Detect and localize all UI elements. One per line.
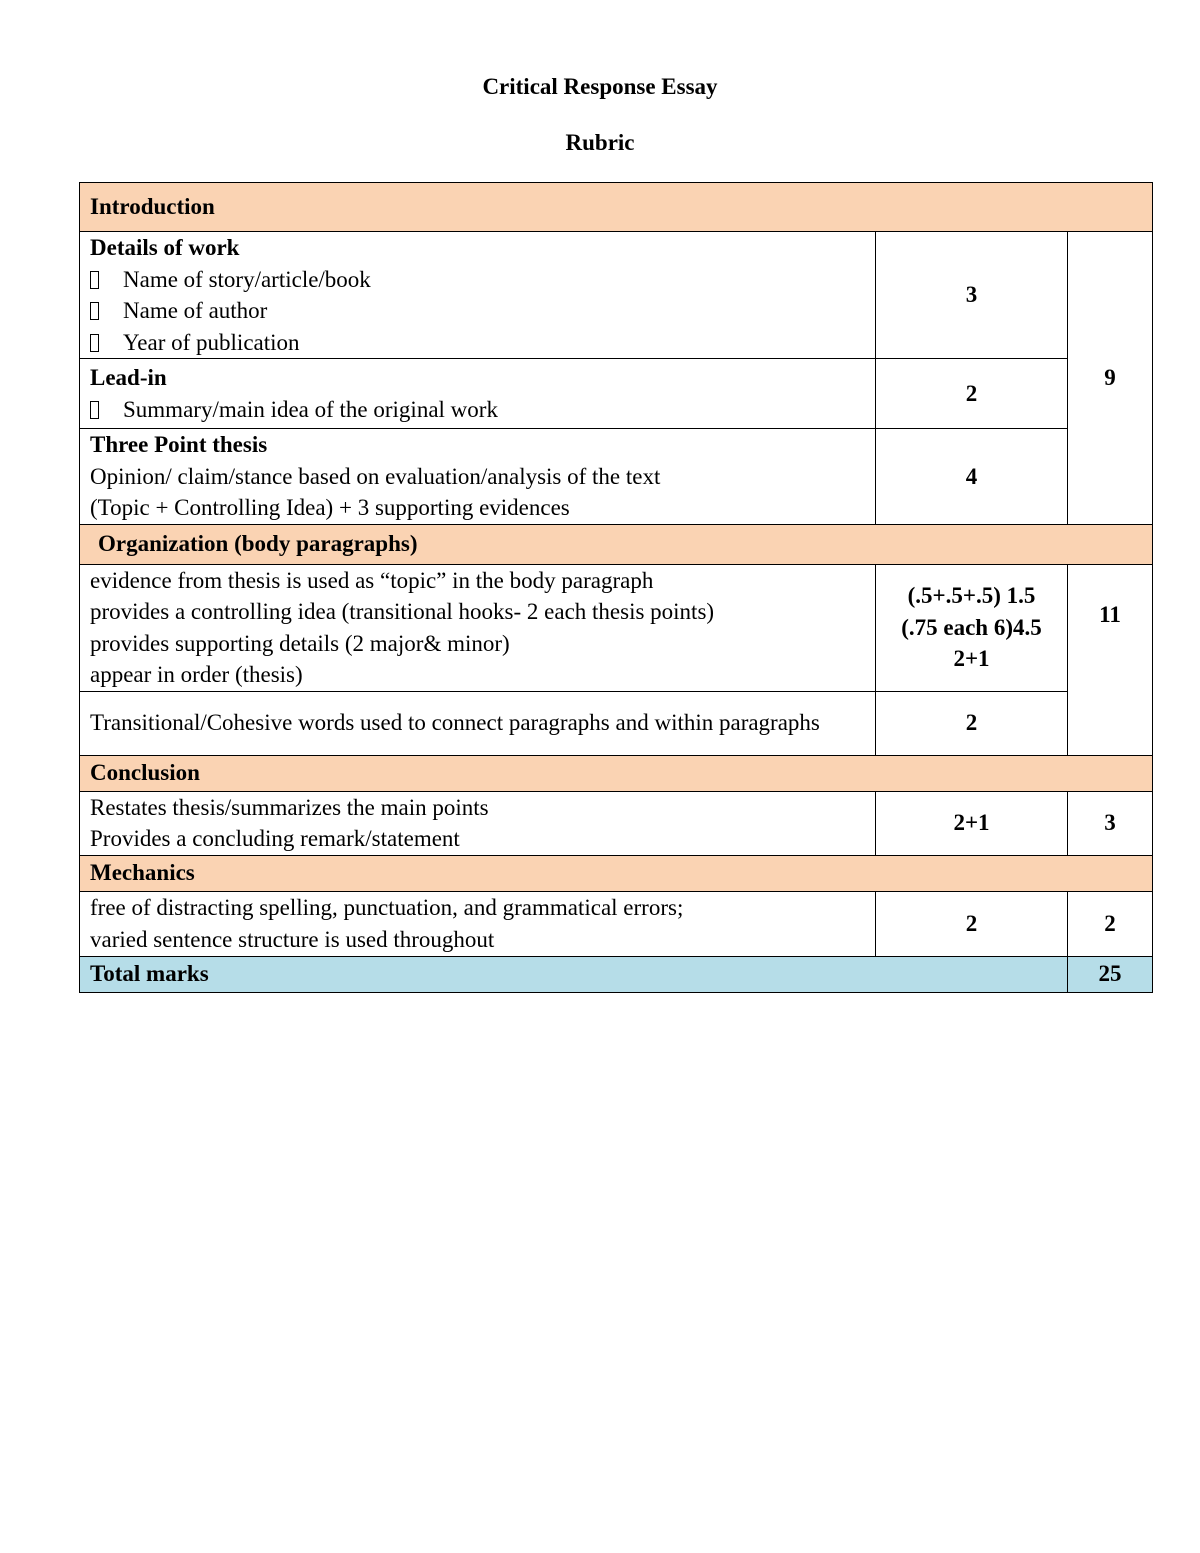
total-marks-label: Total marks [80, 956, 1068, 992]
criterion-details-of-work [80, 232, 1153, 359]
criterion-mechanics [80, 891, 1153, 956]
criterion-title: Lead-in [90, 365, 167, 390]
total-marks-row [80, 956, 1153, 992]
criterion-three-point-thesis [80, 429, 1153, 525]
section-header-organization [80, 524, 1153, 564]
criterion-description: Transitional/Cohesive words used to connect paragraphs and within paragraphs [80, 691, 876, 755]
section-total: 9 [1068, 232, 1153, 525]
criterion-mark: 2 [876, 359, 1068, 429]
mark-line: 2+1 [953, 646, 990, 672]
criterion-mark: 2 [876, 891, 1068, 956]
total-marks-value: 25 [1068, 956, 1153, 992]
criterion-line: provides supporting details (2 major& minor) [90, 630, 510, 656]
criterion-body-paragraphs [80, 564, 1153, 691]
criterion-description [80, 891, 876, 956]
missing-glyph-icon [90, 302, 99, 320]
criterion-line: varied sentence structure is used throughout [90, 926, 495, 952]
criterion-conclusion [80, 791, 1153, 855]
mark-line: (.75 each 6)4.5 [901, 614, 1042, 640]
mark-line: (.5+.5+.5) 1.5 [907, 583, 1036, 609]
criterion-description [80, 791, 876, 855]
criterion-line: Restates thesis/summarizes the main points [90, 794, 489, 820]
section-heading: Conclusion [80, 755, 1153, 791]
section-heading: Mechanics [80, 855, 1153, 891]
criterion-line: (Topic + Controlling Idea) + 3 supporting evidences [90, 495, 570, 520]
section-total: 3 [1068, 791, 1153, 855]
list-item: Name of story/article/book [90, 264, 865, 296]
criterion-line: free of distracting spelling, punctuation, and grammatical errors; [90, 895, 684, 920]
criterion-mark: 2+1 [876, 791, 1068, 855]
section-header-conclusion [80, 755, 1153, 791]
criterion-transitions [80, 691, 1153, 755]
criterion-title: Three Point thesis [90, 432, 268, 457]
document-title: Critical Response Essay [482, 74, 718, 99]
criterion-mark: 3 [876, 232, 1068, 359]
criterion-line: appear in order (thesis) [90, 662, 303, 687]
criterion-title: Details of work [90, 235, 240, 260]
document-subtitle: Rubric [565, 130, 635, 155]
rubric-table [79, 182, 1153, 993]
list-item: Summary/main idea of the original work [90, 394, 865, 426]
section-total: 2 [1068, 891, 1153, 956]
criterion-line: Provides a concluding remark/statement [90, 826, 460, 851]
criterion-mark: 2 [876, 691, 1068, 755]
criterion-lead-in [80, 359, 1153, 429]
criterion-description [80, 429, 876, 525]
missing-glyph-icon [90, 271, 99, 289]
section-header-introduction [80, 183, 1153, 232]
criterion-mark [876, 564, 1068, 691]
list-item: Name of author [90, 295, 865, 327]
criterion-line: Opinion/ claim/stance based on evaluation/analysis of the text [90, 463, 661, 489]
section-heading: Organization (body paragraphs) [80, 524, 1153, 564]
missing-glyph-icon [90, 334, 99, 352]
list-item: Year of publication [90, 327, 865, 359]
section-heading: Introduction [80, 183, 1153, 232]
criterion-mark: 4 [876, 429, 1068, 525]
missing-glyph-icon [90, 401, 99, 419]
criterion-description [80, 232, 876, 359]
criterion-description [80, 564, 876, 691]
criterion-line: provides a controlling idea (transitional hooks- 2 each thesis points) [90, 599, 715, 624]
section-header-mechanics [80, 855, 1153, 891]
criterion-description [80, 359, 876, 429]
section-total: 11 [1068, 564, 1153, 755]
criterion-line: evidence from thesis is used as “topic” in the body paragraph [90, 567, 654, 593]
